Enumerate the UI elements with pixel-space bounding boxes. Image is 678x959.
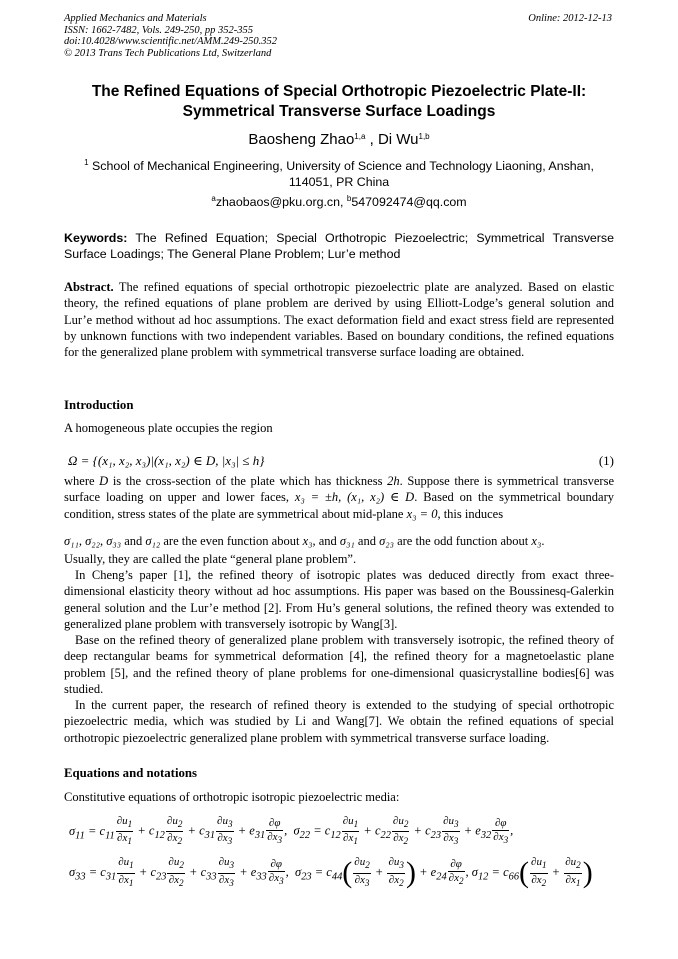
email-b-marker: b	[346, 194, 352, 203]
intro-p2-text-c: . Suppose there is symmetrical transverse surface loading on upper and lower faces,	[64, 474, 614, 505]
equations-heading: Equations and notations	[64, 766, 197, 780]
online-date: Online: 2012-12-13	[528, 13, 612, 24]
constitutive-equation-row-1: $\sigma_{11} = c_{11}$ $\frac{\partial u_1}{\partial x_1}$ + $c_{12}$ $\frac{\partial u_2}{\partial x_2}$ + $c_{31}$ $\frac{\partial u_3}{\partial x_3}$ + $e_{31}$ $\frac{\partial\varphi}{\partial x_3}$ , $\sigma_{22} = c_{12}$ $\frac{\partial u_1}{\partial x_1}$ + $c_{22}$ $\frac{\partial u_2}{\partial x_2}$ + $c_{23}$ $\frac{\partial u_3}{\partial x_3}$ + $e_{32}$ $\frac{\partial\varphi}{\partial x_3}$ ,	[69, 815, 514, 847]
intro-p3-math-s2: σ₁₂	[145, 534, 161, 548]
author-1: Baosheng Zhao	[248, 131, 355, 148]
journal-header	[64, 13, 277, 59]
intro-p3-text-b: are the even function about	[160, 534, 303, 548]
author-2-affil: 1,b	[418, 132, 430, 141]
intro-p3-text-c: , and	[312, 534, 340, 548]
keywords	[64, 230, 614, 262]
intro-p2-math-d: D	[99, 474, 109, 488]
abstract	[64, 279, 614, 360]
paper-title	[64, 82, 614, 122]
intro-p2-math-2h: 2h	[387, 474, 400, 488]
intro-paragraph-5: In Cheng’s paper [1], the refined theory of isotropic plates was deduced directly from exact three-dimensional elasticity theory without ad hoc assumptions. His paper was based on the Boussinesq-Galerkin general solution and the Lur’e method [2]. From Hu’s general solutions, the refined theory was extended to generalized plane problem with transversely isotropic by Wang[3].	[64, 568, 614, 631]
equation-1	[64, 453, 614, 469]
intro-paragraph-1: A homogeneous plate occupies the region	[64, 421, 273, 435]
intro-p3-math-s3: σ₃₁	[339, 534, 355, 548]
intro-p2-math-cond: x₃ = ±h, (x₁, x₂) ∈ D	[294, 490, 415, 505]
intro-p3-math-s4: σ₂₃	[379, 534, 394, 548]
email-list	[64, 195, 614, 209]
email-a-marker: a	[211, 194, 216, 203]
affiliation-marker: 1	[84, 158, 89, 167]
equation-1-number: (1)	[598, 453, 614, 468]
intro-p3-math-x3a: x₃	[302, 534, 313, 548]
author-list	[64, 131, 614, 148]
intro-p2-text-a: where	[64, 474, 100, 488]
introduction-heading: Introduction	[64, 398, 134, 412]
intro-p2-text-d: . Based on the symmetrical boundary condition, stress states of the plate are symmetrical about mid-plane	[64, 490, 614, 521]
intro-p3-text-f: .	[541, 534, 545, 548]
intro-paragraph-3	[64, 532, 614, 568]
title-line-2: Symmetrical Transverse Surface Loadings	[182, 103, 496, 120]
intro-p3-text-a: and	[121, 534, 146, 548]
abstract-label: Abstract.	[64, 280, 114, 294]
doi-line: doi:10.4028/www.scientific.net/AMM.249-250.352	[64, 36, 277, 47]
keywords-label: Keywords:	[64, 231, 128, 245]
email-separator: ,	[340, 195, 347, 209]
intro-p2-text-b: is the cross-section of the plate which has thickness	[108, 474, 388, 488]
intro-p3-math-s1: σ₁₁, σ₂₂, σ₃₃	[64, 534, 122, 548]
author-2: Di Wu	[377, 131, 419, 148]
email-b: 547092474@qq.com	[351, 195, 467, 209]
intro-p3-text-d: and	[354, 534, 380, 548]
intro-paragraph-2	[64, 473, 614, 522]
abstract-text: The refined equations of special orthotropic piezoelectric plate are analyzed. Based on elastic theory, the refined equations of plane problem are derived by using Elliott-Lodge’s general solution and Lur’e method without ad hoc assumptions. The exact deformation field and exact stress field are represented by unknown functions with two independent variables. Based on boundary conditions, the refined equations for the generalized plane problem with symmetrical transverse surface loading are obtained.	[64, 280, 614, 360]
intro-p2-math-mid: x₃ = 0	[406, 506, 438, 521]
intro-p3-text-e: are the odd function about	[393, 534, 532, 548]
issn-line: ISSN: 1662-7482, Vols. 249-250, pp 352-355	[64, 24, 253, 36]
email-a: zhaobaos@pku.org.cn	[215, 195, 341, 209]
affiliation-text: School of Mechanical Engineering, University of Science and Technology Liaoning, Anshan, 114051, PR China	[91, 159, 594, 189]
equation-1-body: Ω = {(x₁, x₂, x₃)|(x₁, x₂) ∈ D, |x₃| ≤ h}	[68, 453, 265, 468]
intro-paragraph-7: In the current paper, the research of refined theory is extended to the studying of special orthotropic piezoelectric media, which was studied by Li and Wang[7]. We obtain the refined equations of special orthotropic piezoelectric generalized plane problem with symmetrical transverse surface loading.	[64, 698, 614, 745]
copyright-line: © 2013 Trans Tech Publications Ltd, Switzerland	[64, 47, 272, 59]
affiliation	[64, 158, 614, 190]
equations-paragraph-1: Constitutive equations of orthotropic isotropic piezoelectric media:	[64, 790, 400, 804]
author-1-affil: 1,a	[354, 132, 366, 141]
intro-p3-math-x3b: x₃	[531, 534, 542, 548]
title-line-1: The Refined Equations of Special Orthotropic Piezoelectric Plate-II:	[91, 83, 587, 100]
constitutive-equation-row-2: $\sigma_{33} = c_{31}$ $\frac{\partial u_1}{\partial x_1}$ + $c_{23}$ $\frac{\partial u_2}{\partial x_2}$ + $c_{33}$ $\frac{\partial u_3}{\partial x_3}$ + $e_{33}$ $\frac{\partial\varphi}{\partial x_3}$ , $\sigma_{23} = c_{44}$( $\frac{\partial u_2}{\partial x_3}$ + $\frac{\partial u_3}{\partial x_2}$ ) + $e_{24}$ $\frac{\partial\varphi}{\partial x_2}$ , $\sigma_{12} = c_{66}$( $\frac{\partial u_1}{\partial x_2}$ + $\frac{\partial u_2}{\partial x_1}$ )	[69, 856, 593, 889]
intro-paragraph-6: Base on the refined theory of generalized plane problem with transversely isotropic, the refined theory of deep rectangular beams for symmetrical deformation [4], the refined theory for a magnetoelastic plane problem [5], and the refined theory of plane problems for one-dimensional quasicrystalline bodies[6] was studied.	[64, 633, 614, 696]
intro-p2-text-e: , this induces	[437, 506, 504, 521]
intro-p4: Usually, they are called the plate “general plane problem”.	[64, 552, 357, 566]
author-separator: ,	[365, 131, 378, 148]
keywords-text: The Refined Equation; Special Orthotropic Piezoelectric; Symmetrical Transverse Surface Loadings; The General Plane Problem; Lur’e method	[64, 231, 614, 261]
journal-name: Applied Mechanics and Materials	[64, 13, 207, 24]
